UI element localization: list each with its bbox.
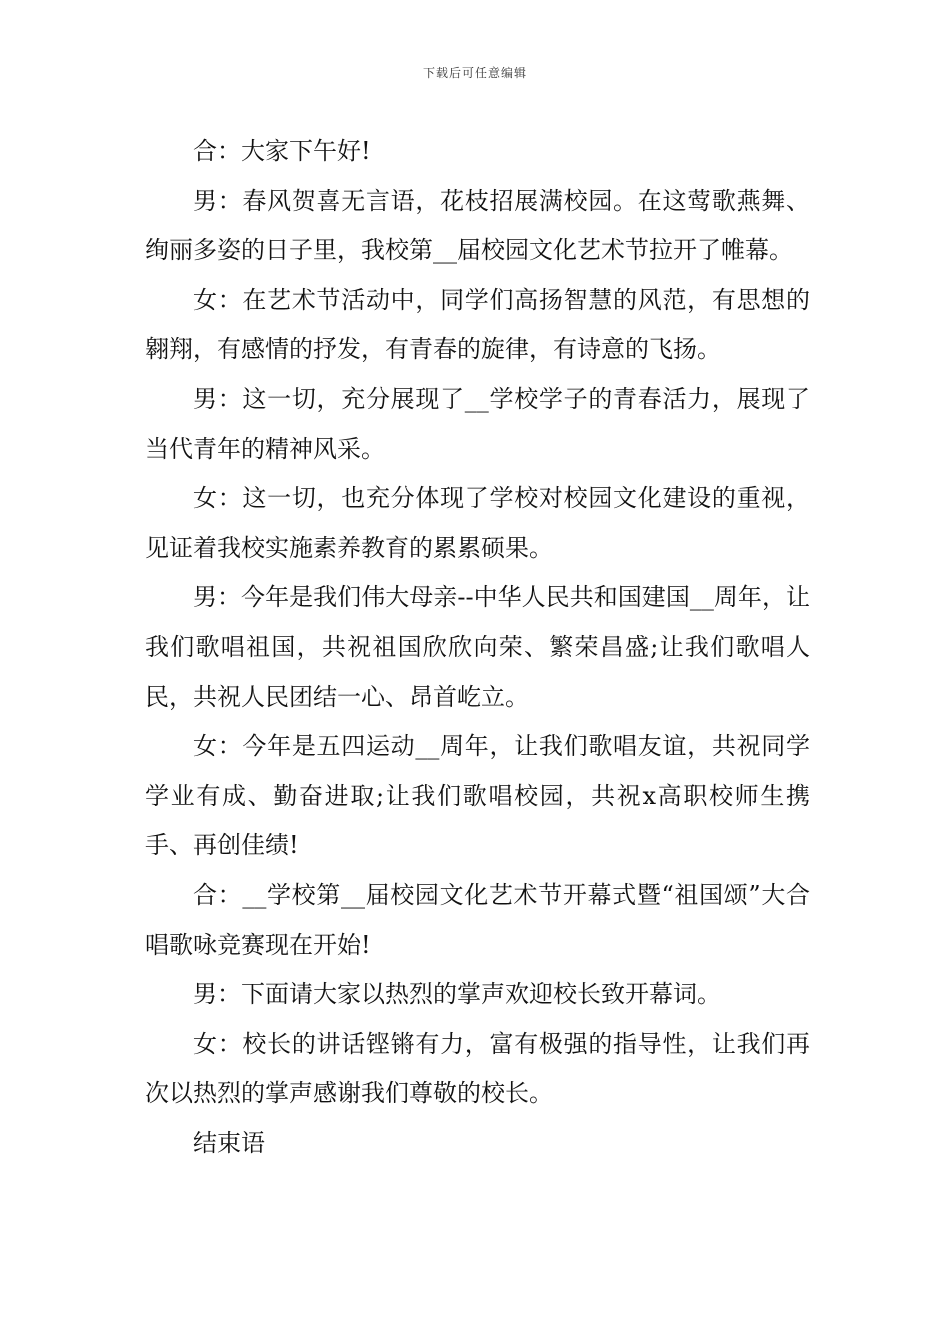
paragraph-female-may-fourth: 女：今年是五四运动__周年，让我们歌唱友谊，共祝同学学业有成、勤奋进取;让我们歌唱校园，共祝x高职校师生携手、再创佳绩! xyxy=(145,732,810,860)
paragraph-chorus-start: 合：__学校第__届校园文化艺术节开幕式暨“祖国颂”大合唱歌咏竞赛现在开始! xyxy=(145,880,810,959)
paragraph-male-vitality: 男：这一切，充分展现了__学校学子的青春活力，展现了当代青年的精神风采。 xyxy=(145,384,810,463)
paragraph-female-culture: 女：这一切，也充分体现了学校对校园文化建设的重视，见证着我校实施素养教育的累累硕果。 xyxy=(145,484,810,562)
paragraph-male-opening: 男：春风贺喜无言语，花枝招展满校园。在这莺歌燕舞、绚丽多姿的日子里，我校第__届校园文化艺术节拉开了帷幕。 xyxy=(145,186,810,265)
page-header-note: 下载后可任意编辑 xyxy=(422,66,527,80)
section-heading-closing: 结束语 xyxy=(193,1128,265,1157)
paragraph-chorus-greeting: 合：大家下午好! xyxy=(193,137,371,165)
paragraph-female-art-festival: 女：在艺术节活动中，同学们高扬智慧的风范，有思想的翱翔，有感情的抒发，有青春的旋律，有诗意的飞扬。 xyxy=(145,285,810,364)
paragraph-male-principal-invite: 男：下面请大家以热烈的掌声欢迎校长致开幕词。 xyxy=(193,980,721,1009)
paragraph-female-principal-thanks: 女：校长的讲话铿锵有力，富有极强的指导性，让我们再次以热烈的掌声感谢我们尊敬的校长。 xyxy=(145,1029,810,1108)
document-body xyxy=(145,127,810,1168)
paragraph-male-motherland: 男：今年是我们伟大母亲--中华人民共和国建国__周年，让我们歌唱祖国，共祝祖国欣欣向荣、繁荣昌盛;让我们歌唱人民，共祝人民团结一心、昂首屹立。 xyxy=(145,583,810,711)
